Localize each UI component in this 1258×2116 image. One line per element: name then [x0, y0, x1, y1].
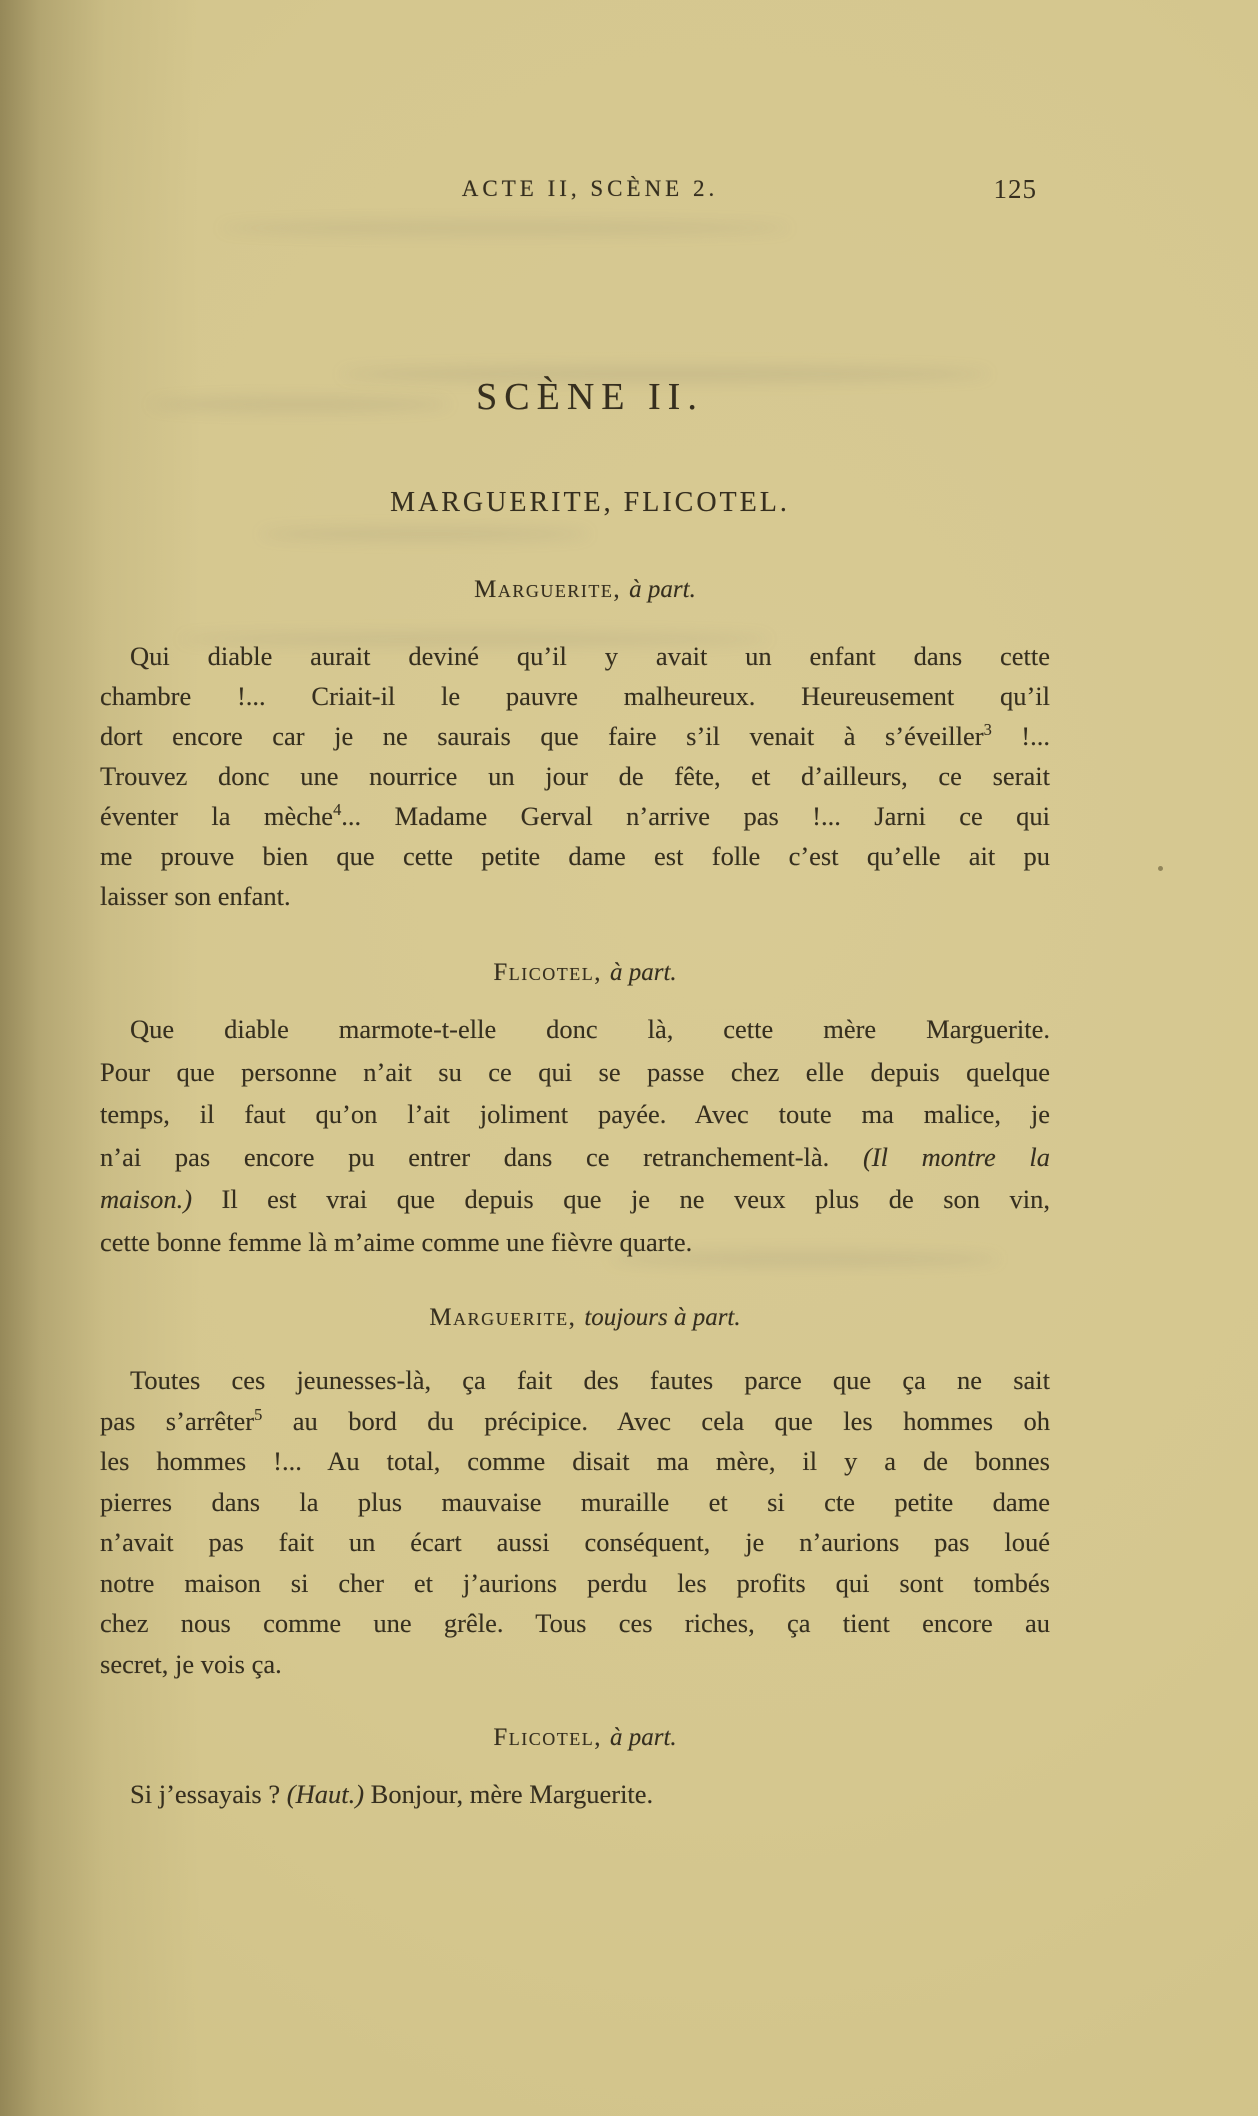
text-segment: Il est vrai que depuis que je ne veux plus de son vin, — [192, 1184, 1050, 1214]
scene-characters: MARGUERITE, FLICOTEL. — [390, 487, 790, 518]
speech-line — [100, 1603, 1050, 1644]
speaker-name: Marguerite, — [429, 1304, 577, 1331]
stage-direction: toujours à part. — [584, 1304, 741, 1331]
speech-line — [100, 796, 1050, 836]
speech-line — [100, 1644, 1050, 1685]
speech-line — [100, 1008, 1050, 1051]
speech-line — [100, 756, 1050, 796]
text-segment: au bord du précipice. Avec cela que les hommes oh — [262, 1405, 1050, 1436]
ink-speck — [1158, 866, 1163, 871]
running-title: ACTE II, SCÈNE 2. — [461, 176, 719, 201]
text-segment: notre maison si cher et j’aurions perdu les profits qui sont tombés — [100, 1567, 1050, 1598]
scene-title: SCÈNE II. — [476, 376, 704, 418]
text-segment: éventer la mèche — [100, 801, 334, 831]
text-segment: (Il montre la — [862, 1141, 1050, 1172]
page-number: 125 — [993, 174, 1037, 204]
speech-line — [100, 1360, 1050, 1401]
speaker-name: Flicotel, — [493, 1724, 602, 1751]
speech-block-marguerite-1 — [100, 574, 1050, 916]
speech-lines — [100, 1774, 1050, 1814]
text-segment: Qui diable aurait deviné qu’il y avait un enfant dans cette — [130, 641, 1050, 671]
text-segment: dort encore car je ne saurais que faire s’il venait à s’éveiller — [100, 721, 984, 751]
text-segment: chambre !... Criait-il le pauvre malheureux. Heureusement qu’il — [100, 681, 1050, 711]
text-segment: !... — [991, 721, 1050, 751]
speech-block-flicotel-2 — [100, 1722, 1050, 1814]
text-segment: maison.) — [100, 1184, 193, 1214]
page-header — [115, 176, 1065, 206]
text-segment: ... Madame Gerval n’arrive pas !... Jarni ce qui — [341, 801, 1050, 831]
text-segment: pierres dans la plus mauvaise muraille et si cte petite dame — [100, 1486, 1050, 1517]
text-segment: cette bonne femme là m’aime comme une fièvre quarte. — [100, 1226, 693, 1257]
speaker-name: Marguerite, — [474, 576, 622, 603]
speech-line — [100, 1093, 1050, 1136]
text-segment: temps, il faut qu’on l’ait joliment payée. Avec toute ma malice, je — [100, 1099, 1050, 1129]
speech-line — [100, 1563, 1050, 1604]
speech-line — [100, 1221, 1050, 1264]
speech-line — [100, 1522, 1050, 1563]
speech-lines — [100, 1360, 1050, 1684]
speech-line — [100, 836, 1050, 876]
speech-line — [100, 1178, 1050, 1221]
speaker-name: Flicotel, — [493, 959, 602, 986]
text-segment: Pour que personne n’ait su ce qui se passe chez elle depuis quelque — [100, 1056, 1050, 1087]
footnote-ref: 3 — [983, 720, 992, 740]
show-through-smudge — [260, 528, 590, 540]
footnote-ref: 4 — [333, 800, 342, 820]
show-through-smudge — [220, 222, 790, 234]
stage-direction: à part. — [609, 959, 677, 986]
text-segment: les hommes !... Au total, comme disait ma mère, il y a de bonnes — [100, 1446, 1050, 1476]
text-segment: Que diable marmote-t-elle donc là, cette mère Marguerite. — [130, 1014, 1050, 1044]
speech-heading — [100, 1302, 1050, 1334]
text-segment: n’avait pas fait un écart aussi conséquent, je n’aurions pas loué — [100, 1527, 1050, 1557]
text-segment: Trouvez donc une nourrice un jour de fête, et d’ailleurs, ce serait — [100, 761, 1050, 791]
speech-line — [100, 1441, 1050, 1482]
text-segment: me prouve bien que cette petite dame est folle c’est qu’elle ait pu — [100, 841, 1050, 871]
text-segment: Bonjour, mère Marguerite. — [364, 1779, 654, 1809]
text-segment: laisser son enfant. — [100, 881, 291, 911]
speech-heading — [100, 1722, 1050, 1754]
text-segment: pas s’arrêter — [100, 1405, 255, 1436]
speech-heading — [100, 957, 1050, 989]
stage-direction: à part. — [609, 1724, 677, 1751]
speech-line — [100, 1774, 1050, 1814]
footnote-ref: 5 — [254, 1404, 263, 1424]
text-segment: Toutes ces jeunesses-là, ça fait des fautes parce que ça ne sait — [130, 1365, 1050, 1395]
text-segment: secret, je vois ça. — [100, 1648, 282, 1679]
speech-line — [100, 1401, 1050, 1442]
stage-direction: à part. — [629, 576, 696, 603]
speech-lines — [100, 1008, 1050, 1263]
text-segment: n’ai pas encore pu entrer dans ce retranchement-là. — [100, 1141, 863, 1172]
speech-line — [100, 636, 1050, 676]
speech-line — [100, 676, 1050, 716]
speech-lines — [100, 636, 1050, 916]
speech-line — [100, 876, 1050, 916]
text-segment: chez nous comme une grêle. Tous ces riches, ça tient encore au — [100, 1608, 1050, 1638]
speech-line — [100, 1051, 1050, 1094]
text-segment: Si j’essayais ? — [130, 1779, 287, 1809]
text-segment: (Haut.) — [286, 1779, 365, 1809]
speech-heading — [100, 574, 1050, 606]
speech-line — [100, 716, 1050, 756]
speech-line — [100, 1136, 1050, 1179]
speech-block-marguerite-2 — [100, 1302, 1050, 1684]
speech-line — [100, 1482, 1050, 1523]
speech-block-flicotel-1 — [100, 957, 1050, 1263]
